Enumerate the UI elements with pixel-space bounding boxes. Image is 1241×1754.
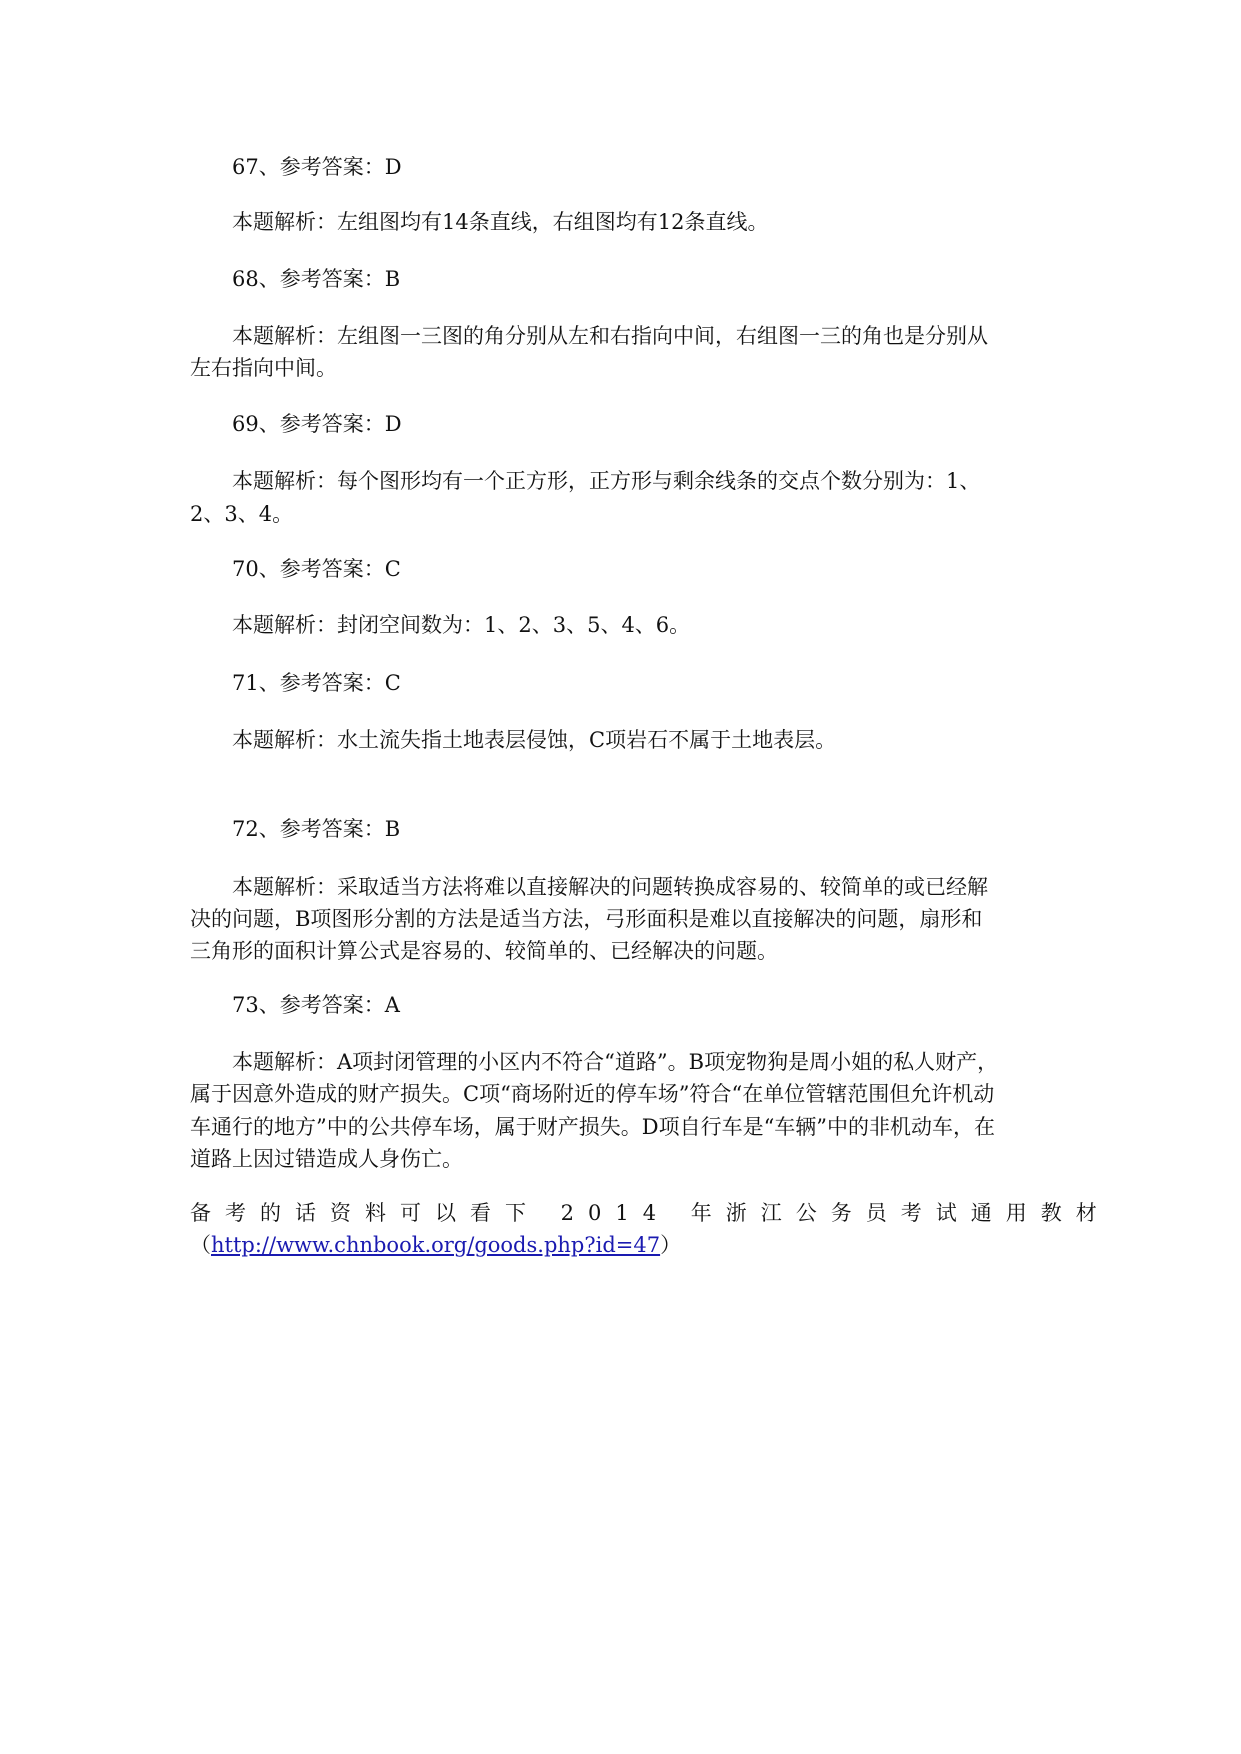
explanation-73-cont1: 属于因意外造成的财产损失。C项“商场附近的停车场”符合“在单位管辖范围但允许机动 bbox=[190, 1082, 995, 1106]
explanation-72-cont1: 决的问题，B项图形分割的方法是适当方法，弓形面积是难以直接解决的问题，扇形和 bbox=[190, 907, 983, 931]
explanation-73: 本题解析：A项封闭管理的小区内不符合“道路”。B项宠物狗是周小姐的私人财产， bbox=[232, 1050, 999, 1074]
answer-70: 70、参考答案：C bbox=[232, 557, 401, 581]
answer-69: 69、参考答案：D bbox=[232, 412, 402, 436]
explanation-73-cont2: 车通行的地方”中的公共停车场，属于财产损失。D项自行车是“车辆”中的非机动车，在 bbox=[190, 1115, 996, 1139]
answer-71: 71、参考答案：C bbox=[232, 671, 401, 695]
paren-open: （ bbox=[190, 1233, 211, 1257]
explanation-71: 本题解析：水土流失指土地表层侵蚀，C项岩石不属于土地表层。 bbox=[232, 728, 837, 752]
explanation-68: 本题解析：左组图一三图的角分别从左和右指向中间，右组图一三的角也是分别从 bbox=[232, 324, 988, 348]
paren-close: ） bbox=[660, 1233, 682, 1257]
explanation-69-cont: 2、3、4。 bbox=[190, 502, 294, 526]
explanation-67: 本题解析：左组图均有14条直线，右组图均有12条直线。 bbox=[232, 210, 769, 234]
answer-72: 72、参考答案：B bbox=[232, 817, 401, 841]
explanation-73-cont3: 道路上因过错造成人身伤亡。 bbox=[190, 1147, 463, 1171]
answer-67: 67、参考答案：D bbox=[232, 155, 402, 179]
explanation-70: 本题解析：封闭空间数为：1、2、3、5、4、6。 bbox=[232, 613, 691, 637]
explanation-69: 本题解析：每个图形均有一个正方形，正方形与剩余线条的交点个数分别为：1、 bbox=[232, 469, 981, 493]
footer-link-line bbox=[190, 1228, 1060, 1262]
footer-text: 备考的话资料可以看下 2014 年浙江公务员考试通用教材 bbox=[190, 1201, 1111, 1225]
explanation-72: 本题解析：采取适当方法将难以直接解决的问题转换成容易的、较简单的或已经解 bbox=[232, 875, 988, 899]
explanation-72-cont2: 三角形的面积计算公式是容易的、较简单的、已经解决的问题。 bbox=[190, 939, 778, 963]
answer-73: 73、参考答案：A bbox=[232, 993, 400, 1017]
answer-68: 68、参考答案：B bbox=[232, 267, 401, 291]
book-link[interactable]: http://www.chnbook.org/goods.php?id=47 bbox=[211, 1233, 661, 1257]
explanation-68-cont: 左右指向中间。 bbox=[190, 356, 337, 380]
